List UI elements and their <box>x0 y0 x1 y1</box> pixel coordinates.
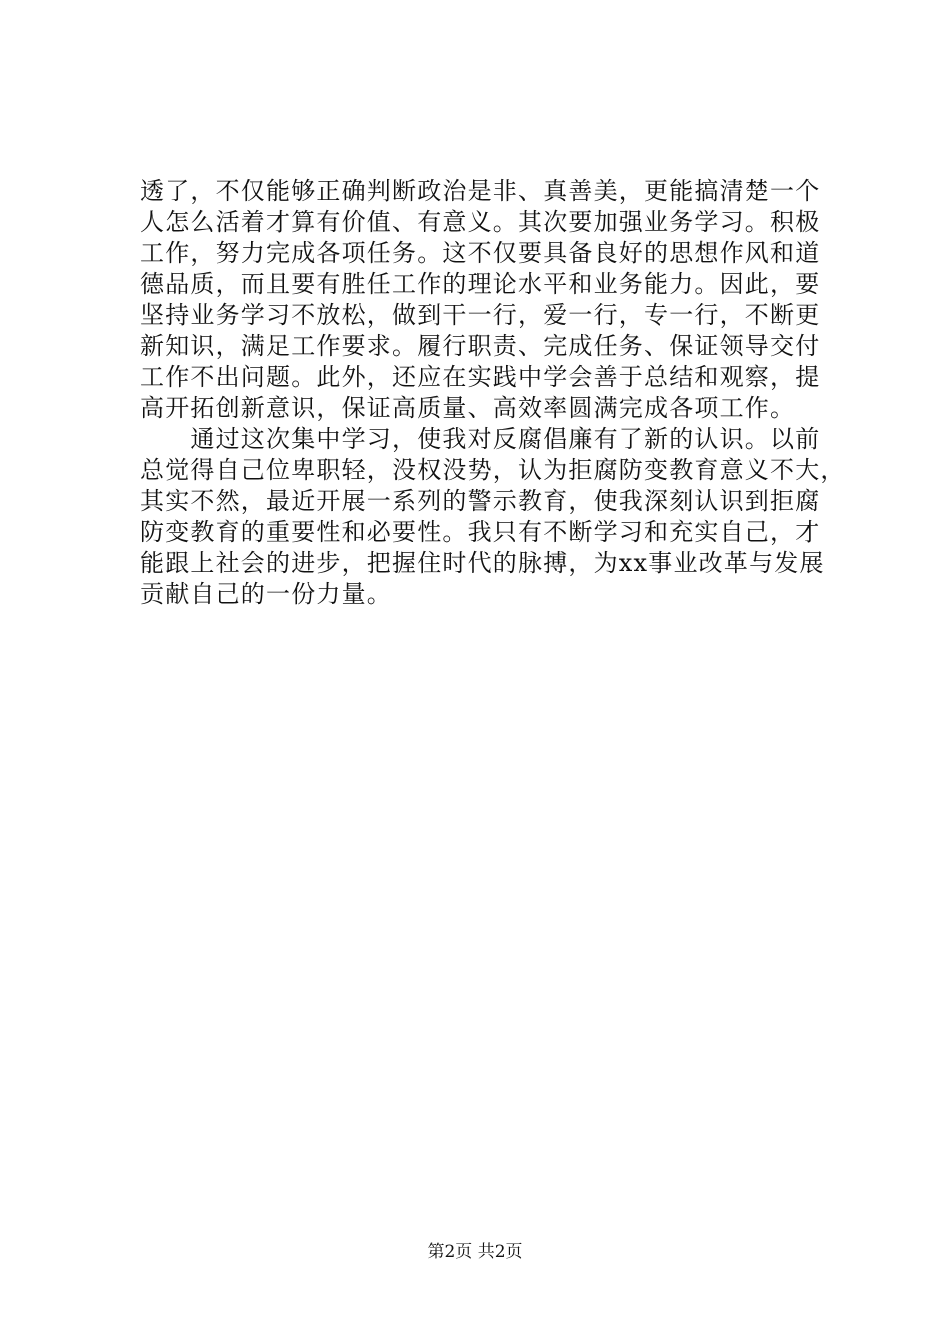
text-line: 工作不出问题。此外，还应在实践中学会善于总结和观察，提 <box>140 363 821 391</box>
text-line: 工作，努力完成各项任务。这不仅要具备良好的思想作风和道 <box>140 239 821 267</box>
text-line: 透了，不仅能够正确判断政治是非、真善美，更能搞清楚一个 <box>140 177 821 205</box>
body-text <box>140 176 846 610</box>
text-line: 新知识，满足工作要求。履行职责、完成任务、保证领导交付 <box>140 332 821 360</box>
text-line: 总觉得自己位卑职轻，没权没势，认为拒腐防变教育意义不大， <box>140 456 846 484</box>
page-number-footer: 第2页 共2页 <box>427 1242 523 1262</box>
text-line: 高开拓创新意识，保证高质量、高效率圆满完成各项工作。 <box>140 394 796 422</box>
text-line: 德品质，而且要有胜任工作的理论水平和业务能力。因此，要 <box>140 270 821 298</box>
text-line: 贡献自己的一份力量。 <box>140 580 392 608</box>
text-line: 坚持业务学习不放松，做到干一行，爱一行，专一行，不断更 <box>140 301 821 329</box>
text-line: 能跟上社会的进步，把握住时代的脉搏，为xx事业改革与发展 <box>140 549 825 577</box>
text-line: 其实不然，最近开展一系列的警示教育，使我深刻认识到拒腐 <box>140 487 821 515</box>
text-line: 通过这次集中学习，使我对反腐倡廉有了新的认识。以前 <box>140 425 821 453</box>
text-line: 防变教育的重要性和必要性。我只有不断学习和充实自己，才 <box>140 518 821 546</box>
text-line: 人怎么活着才算有价值、有意义。其次要加强业务学习。积极 <box>140 208 821 236</box>
